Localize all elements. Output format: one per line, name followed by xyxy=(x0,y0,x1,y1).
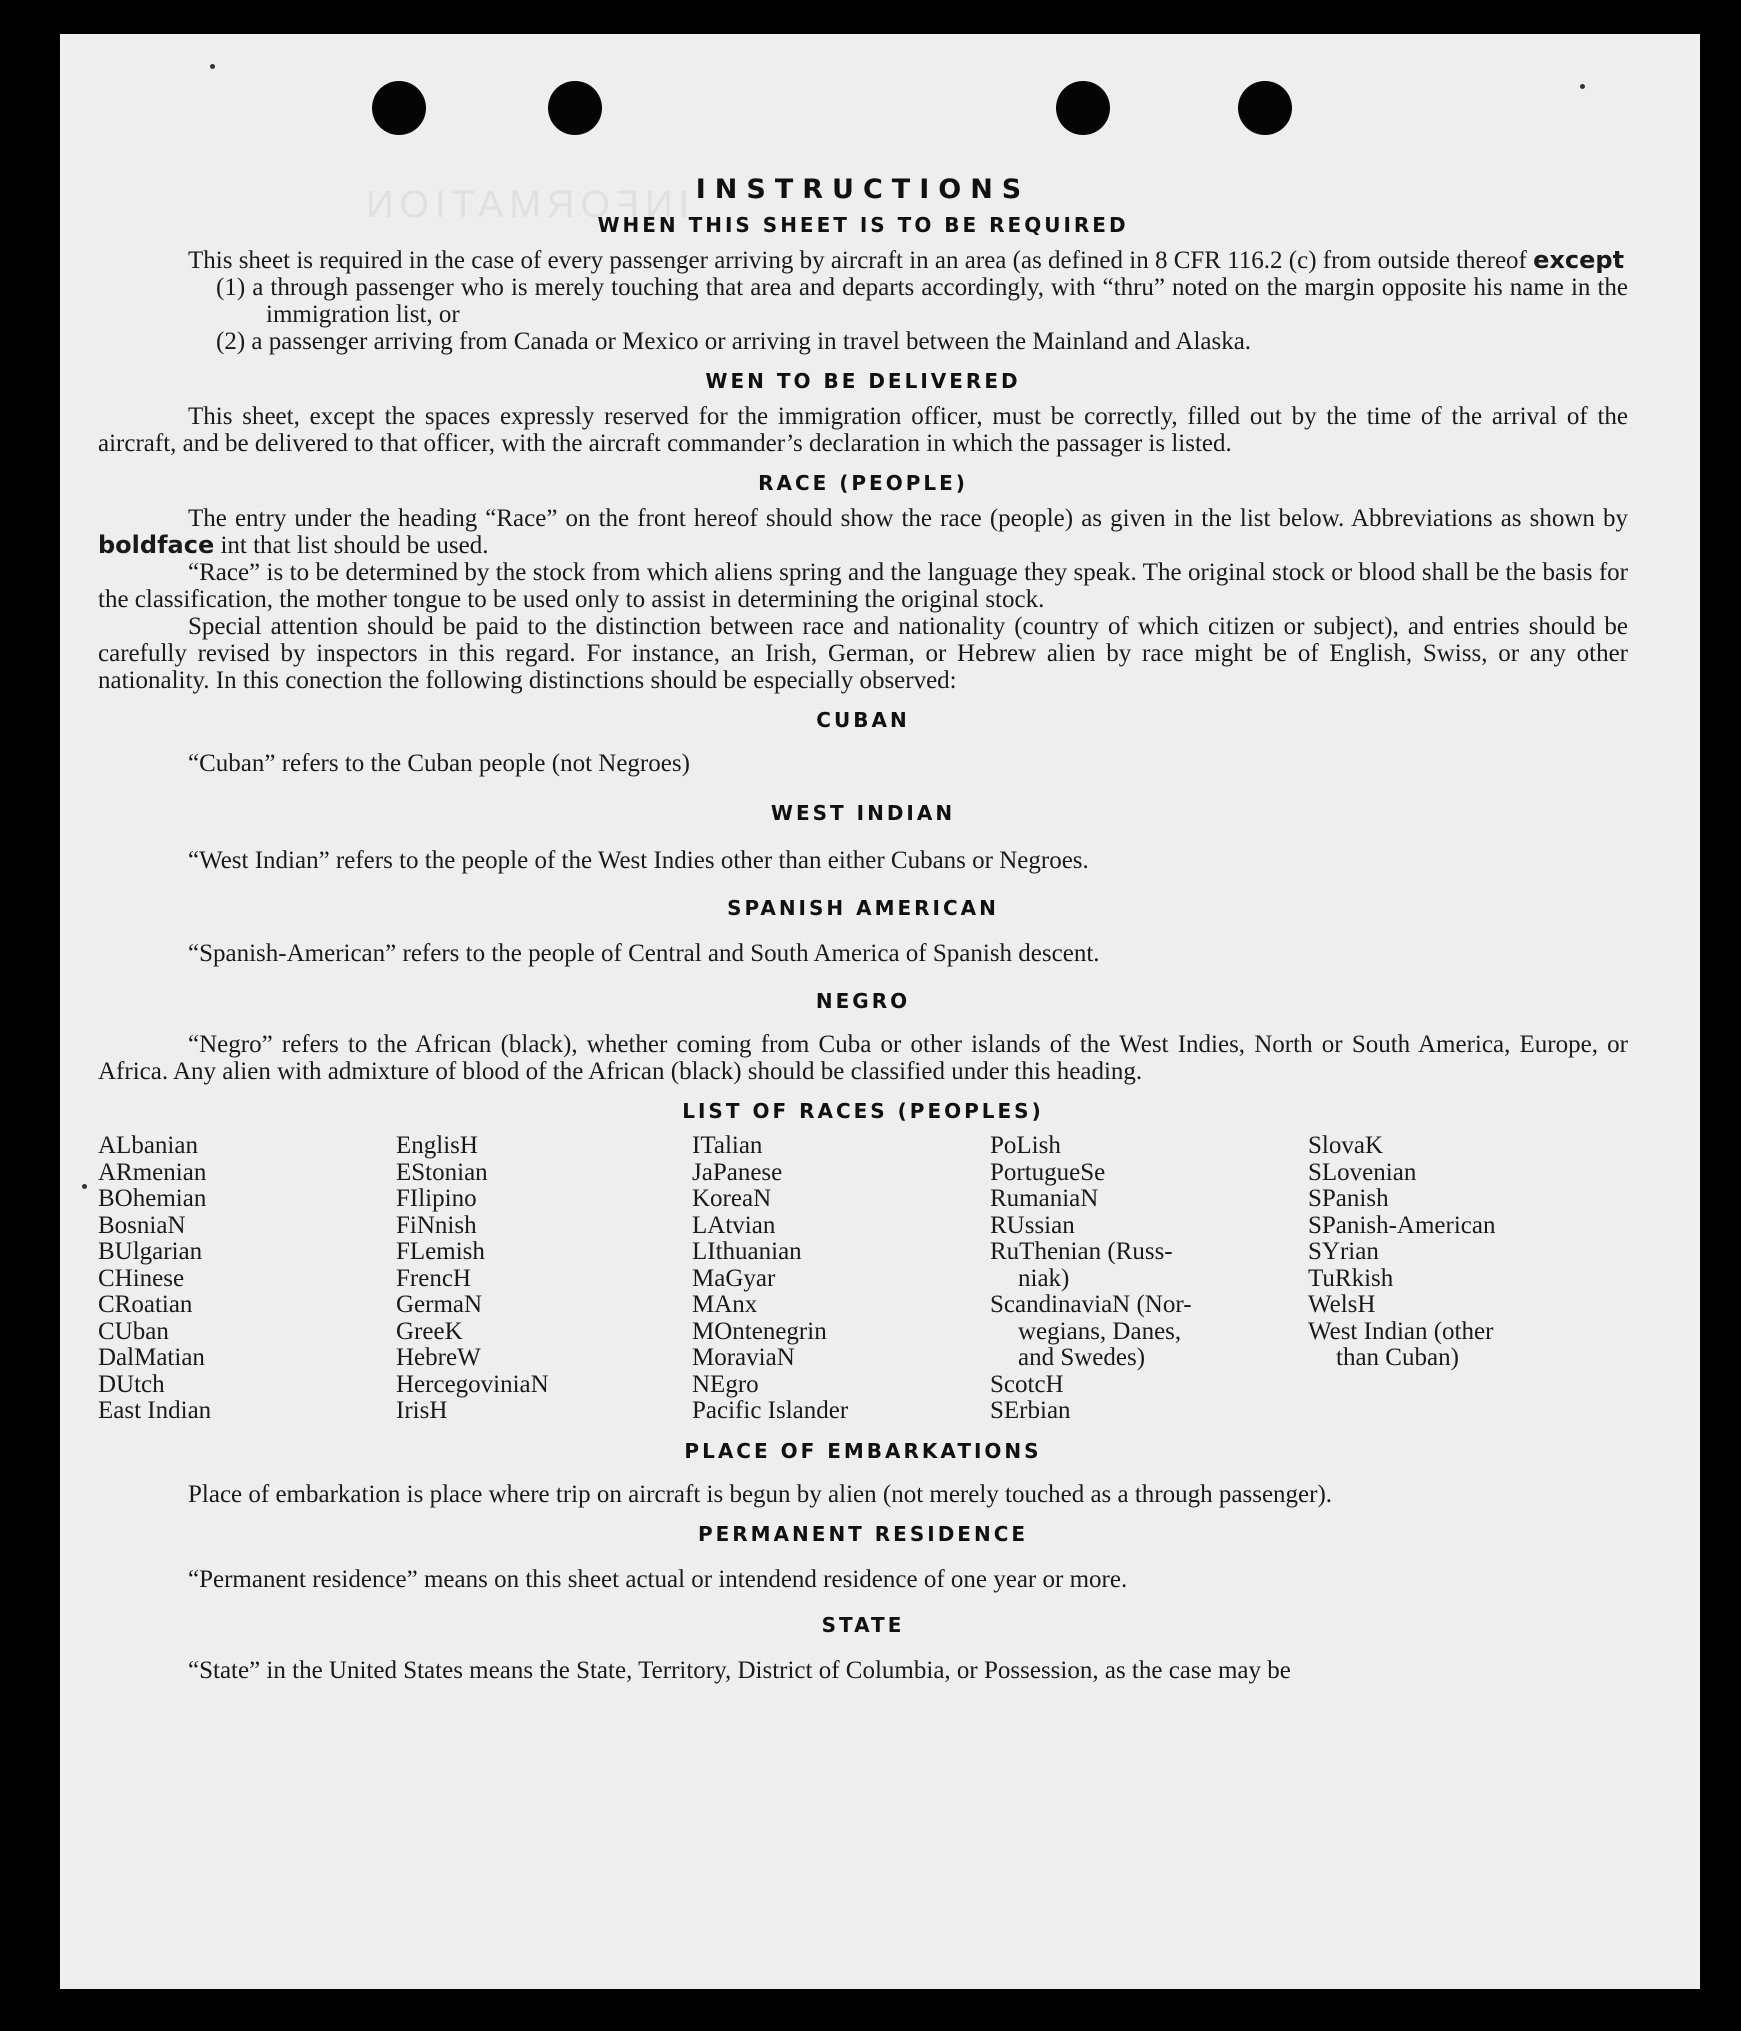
paragraph: “Cuban” refers to the Cuban people (not Negroes) xyxy=(188,750,690,777)
race-entry: MoraviaN xyxy=(692,1344,795,1371)
document-page xyxy=(60,34,1700,1989)
paragraph: This sheet, except the spaces expressly reserved for the immigration officer, must be correctly, filled out by the time of the arrival of the aircraft, and be delivered to that officer, with the aircraft commander’s declaration in which the passager is listed. xyxy=(98,403,1628,457)
race-column xyxy=(1308,1133,1628,1425)
speck xyxy=(210,64,215,69)
race-entry: SPanish xyxy=(1308,1185,1389,1212)
paragraph: Special attention should be paid to the distinction between race and nationality (country of which citizen or subject), and entries should be carefully revised by inspectors in this regard. For instance, an Irish, German, or Hebrew alien by race might be of English, Swiss, or any other nationality. In this conection the following distinctions should be especially observed: xyxy=(98,613,1628,694)
race-entry: DUtch xyxy=(98,1370,165,1398)
race-entry: GermaN xyxy=(396,1291,483,1318)
race-entry: MAnx xyxy=(692,1291,758,1318)
punch-hole xyxy=(1238,81,1292,135)
race-entry: EStonian xyxy=(396,1158,488,1186)
race-entry-continuation: wegians, Danes, xyxy=(1018,1317,1182,1345)
paragraph: “Spanish-American” refers to the people of Central and South America of Spanish descent. xyxy=(188,940,1100,967)
paragraph: Place of embarkation is place where trip on aircraft is begun by alien (not merely touched as a through passenger). xyxy=(188,1480,1333,1508)
bleed-through-text: INFORMATION xyxy=(360,184,690,226)
race-entry-continuation: than Cuban) xyxy=(1336,1344,1459,1371)
race-list xyxy=(98,1133,1628,1425)
punch-hole xyxy=(1056,81,1110,135)
race-column xyxy=(98,1133,396,1425)
section-heading: LIST OF RACES (PEOPLES) xyxy=(682,1099,1044,1123)
list-item: (1) a through passenger who is merely touching that area and departs accordingly, with “thru” noted on the margin opposite his name in the immigration list, or xyxy=(216,274,1628,328)
section-heading: WHEN THIS SHEET IS TO BE REQUIRED xyxy=(597,213,1129,237)
race-entry: NEgro xyxy=(692,1370,759,1398)
page-title: INSTRUCTIONS xyxy=(695,174,1031,205)
paragraph: “State” in the United States means the State, Territory, District of Columbia, or Possession, as the case may be xyxy=(188,1656,1291,1684)
race-entry: East Indian xyxy=(98,1397,212,1424)
race-entry: SErbian xyxy=(990,1397,1071,1424)
section-heading: PERMANENT RESIDENCE xyxy=(697,1521,1029,1546)
race-entry: FrencH xyxy=(396,1264,471,1292)
race-entry: FIlipino xyxy=(396,1185,477,1212)
race-entry: ITalian xyxy=(692,1132,763,1159)
race-entry: WelsH xyxy=(1308,1291,1376,1318)
section-heading: RACE (PEOPLE) xyxy=(758,471,968,495)
race-entry: BOhemian xyxy=(98,1185,207,1212)
race-entry: ALbanian xyxy=(98,1132,198,1159)
paragraph: “Permanent residence” means on this sheet actual or intendend residence of one year or more. xyxy=(188,1565,1128,1593)
race-column xyxy=(990,1133,1308,1425)
race-entry: FLemish xyxy=(396,1238,485,1265)
race-entry: BosniaN xyxy=(98,1211,186,1239)
race-entry: SYrian xyxy=(1308,1238,1379,1265)
race-entry-continuation: and Swedes) xyxy=(1018,1344,1146,1371)
paragraph: “Negro” refers to the African (black), whether coming from Cuba or other islands of the West Indies, North or South America, Europe, or Africa. Any alien with admixture of blood of the African (black) should be classified under this heading. xyxy=(98,1031,1628,1085)
speck xyxy=(82,1184,87,1189)
race-column xyxy=(396,1133,692,1425)
race-entry: FiNnish xyxy=(396,1211,477,1239)
race-entry: MaGyar xyxy=(692,1264,776,1292)
paragraph: The entry under the heading “Race” on the front hereof should show the race (people) as given in the list below. Abbreviations as shown by boldface int that list should be used. xyxy=(98,505,1628,559)
race-entry: JaPanese xyxy=(692,1158,783,1186)
race-entry: SLovenian xyxy=(1308,1158,1417,1186)
race-entry: LAtvian xyxy=(692,1211,776,1239)
speck xyxy=(1580,84,1585,89)
race-entry: ScotcH xyxy=(990,1370,1064,1398)
race-column xyxy=(692,1133,990,1425)
paragraph: “Race” is to be determined by the stock from which aliens spring and the language they speak. The original stock or blood shall be the basis for the classification, the mother tongue to be used only to assist in determining the original stock. xyxy=(98,559,1628,613)
race-entry-continuation: niak) xyxy=(1018,1264,1070,1292)
race-entry: DalMatian xyxy=(98,1344,205,1371)
section-heading: STATE xyxy=(821,1612,905,1637)
section-heading: WEN TO BE DELIVERED xyxy=(705,369,1021,393)
instructions-body xyxy=(98,174,1628,1684)
section-heading: SPANISH AMERICAN xyxy=(727,896,999,920)
race-entry: ScandinaviaN (Nor- xyxy=(990,1291,1192,1318)
section-heading: PLACE OF EMBARKATIONS xyxy=(684,1438,1042,1463)
race-entry: PoLish xyxy=(990,1132,1061,1159)
punch-hole xyxy=(372,81,426,135)
list-item: (2) a passenger arriving from Canada or Mexico or arriving in travel between the Mainland and Alaska. xyxy=(216,328,1252,355)
section-heading: CUBAN xyxy=(816,708,910,732)
race-entry: Pacific Islander xyxy=(692,1397,849,1424)
race-entry: HebreW xyxy=(396,1344,481,1371)
race-entry: IrisH xyxy=(396,1397,448,1424)
race-entry: TuRkish xyxy=(1308,1264,1394,1292)
race-entry: KoreaN xyxy=(692,1185,772,1212)
race-entry: SPanish-American xyxy=(1308,1211,1496,1239)
race-entry: MOntenegrin xyxy=(692,1317,827,1345)
race-entry: BUlgarian xyxy=(98,1238,203,1265)
race-entry: SlovaK xyxy=(1308,1132,1383,1159)
race-entry: CHinese xyxy=(98,1264,185,1292)
race-entry: ARmenian xyxy=(98,1158,207,1186)
race-entry: West Indian (other xyxy=(1308,1317,1494,1345)
race-entry: EnglisH xyxy=(396,1132,478,1159)
race-entry: LIthuanian xyxy=(692,1238,802,1265)
race-entry: CUban xyxy=(98,1317,169,1345)
section-heading: WEST INDIAN xyxy=(770,801,956,825)
paragraph: “West Indian” refers to the people of the West Indies other than either Cubans or Negroes. xyxy=(188,847,1089,874)
race-entry: RumaniaN xyxy=(990,1185,1099,1212)
race-entry: HercegoviniaN xyxy=(396,1370,549,1398)
section-heading: NEGRO xyxy=(815,989,911,1013)
race-entry: PortugueSe xyxy=(990,1158,1106,1186)
race-entry: GreeK xyxy=(396,1317,463,1345)
race-entry: CRoatian xyxy=(98,1291,193,1318)
paragraph: This sheet is required in the case of every passenger arriving by aircraft in an area (as defined in 8 CFR 116.2 (c) from outside thereof except xyxy=(188,246,1625,274)
race-entry: RUssian xyxy=(990,1211,1075,1239)
race-entry: RuThenian (Russ- xyxy=(990,1238,1173,1265)
punch-hole xyxy=(548,81,602,135)
